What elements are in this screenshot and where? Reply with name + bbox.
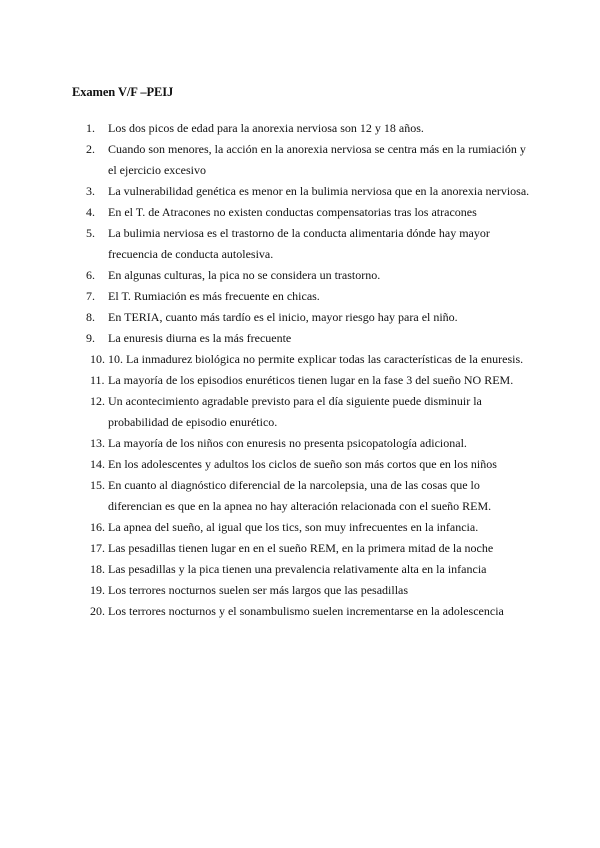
- question-number: 13.: [90, 436, 105, 450]
- question-item: [72, 601, 532, 622]
- question-number: 5.: [86, 226, 95, 240]
- question-text: En los adolescentes y adultos los ciclos de sueño son más cortos que en los niños: [108, 457, 497, 471]
- question-number: 4.: [86, 205, 95, 219]
- question-list: [72, 118, 532, 622]
- question-item: [72, 559, 532, 580]
- question-item: [72, 580, 532, 601]
- question-number: 1.: [86, 121, 95, 135]
- question-text: En el T. de Atracones no existen conductas compensatorias tras los atracones: [108, 205, 477, 219]
- question-text: Los terrores nocturnos suelen ser más largos que las pesadillas: [108, 583, 409, 597]
- question-item: [72, 202, 532, 223]
- question-number: 15.: [90, 478, 105, 492]
- question-item: [72, 286, 532, 307]
- question-item: [72, 370, 532, 391]
- question-number: 11.: [90, 373, 105, 387]
- question-number: 3.: [86, 184, 95, 198]
- question-number: 10.: [90, 352, 105, 366]
- question-number: 7.: [86, 289, 95, 303]
- question-number: 20.: [90, 604, 105, 618]
- question-item: [72, 454, 532, 475]
- question-text: 10. La inmadurez biológica no permite explicar todas las características de la enuresis.: [108, 352, 524, 366]
- question-item: [72, 118, 532, 139]
- question-item: [72, 391, 532, 433]
- question-item: [72, 223, 532, 265]
- question-item: [72, 181, 532, 202]
- question-number: 12.: [90, 394, 105, 408]
- question-text: En TERIA, cuanto más tardío es el inicio, mayor riesgo hay para el niño.: [108, 310, 458, 324]
- question-number: 16.: [90, 520, 105, 534]
- question-text: La vulnerabilidad genética es menor en la bulimia nerviosa que en la anorexia nerviosa.: [108, 184, 530, 198]
- question-item: [72, 433, 532, 454]
- question-number: 14.: [90, 457, 105, 471]
- question-text: La mayoría de los niños con enuresis no presenta psicopatología adicional.: [108, 436, 467, 450]
- question-text: Las pesadillas y la pica tienen una prevalencia relativamente alta en la infancia: [108, 562, 487, 576]
- question-number: 8.: [86, 310, 95, 324]
- question-number: 17.: [90, 541, 105, 555]
- question-text: La enuresis diurna es la más frecuente: [108, 331, 292, 345]
- question-item: [72, 349, 532, 370]
- question-item: [72, 517, 532, 538]
- question-number: 9.: [86, 331, 95, 345]
- question-item: [72, 265, 532, 286]
- question-text: Un acontecimiento agradable previsto para el día siguiente puede disminuir la probabilidad de episodio enurético.: [108, 394, 482, 429]
- question-item: [72, 307, 532, 328]
- question-item: [72, 475, 532, 517]
- question-item: [72, 328, 532, 349]
- question-text: Cuando son menores, la acción en la anorexia nerviosa se centra más en la rumiación y el ejercicio excesivo: [108, 142, 526, 177]
- question-text: El T. Rumiación es más frecuente en chicas.: [108, 289, 320, 303]
- question-item: [72, 139, 532, 181]
- question-text: En cuanto al diagnóstico diferencial de la narcolepsia, una de las cosas que lo diferencian es que en la apnea no hay alteración relacionada con el sueño REM.: [108, 478, 492, 513]
- question-text: La mayoría de los episodios enuréticos tienen lugar en la fase 3 del sueño NO REM.: [108, 373, 514, 387]
- question-text: Los dos picos de edad para la anorexia nerviosa son 12 y 18 años.: [108, 121, 424, 135]
- question-text: En algunas culturas, la pica no se considera un trastorno.: [108, 268, 381, 282]
- question-text: Las pesadillas tienen lugar en en el sueño REM, en la primera mitad de la noche: [108, 541, 494, 555]
- document-title: Examen V/F –PEIJ: [72, 85, 174, 99]
- question-number: 6.: [86, 268, 95, 282]
- question-number: 19.: [90, 583, 105, 597]
- question-text: Los terrores nocturnos y el sonambulismo suelen incrementarse en la adolescencia: [108, 604, 504, 618]
- question-text: La apnea del sueño, al igual que los tics, son muy infrecuentes en la infancia.: [108, 520, 479, 534]
- question-text: La bulimia nerviosa es el trastorno de la conducta alimentaria dónde hay mayor frecuencia de conducta autolesiva.: [108, 226, 490, 261]
- question-number: 18.: [90, 562, 105, 576]
- question-item: [72, 538, 532, 559]
- question-number: 2.: [86, 142, 95, 156]
